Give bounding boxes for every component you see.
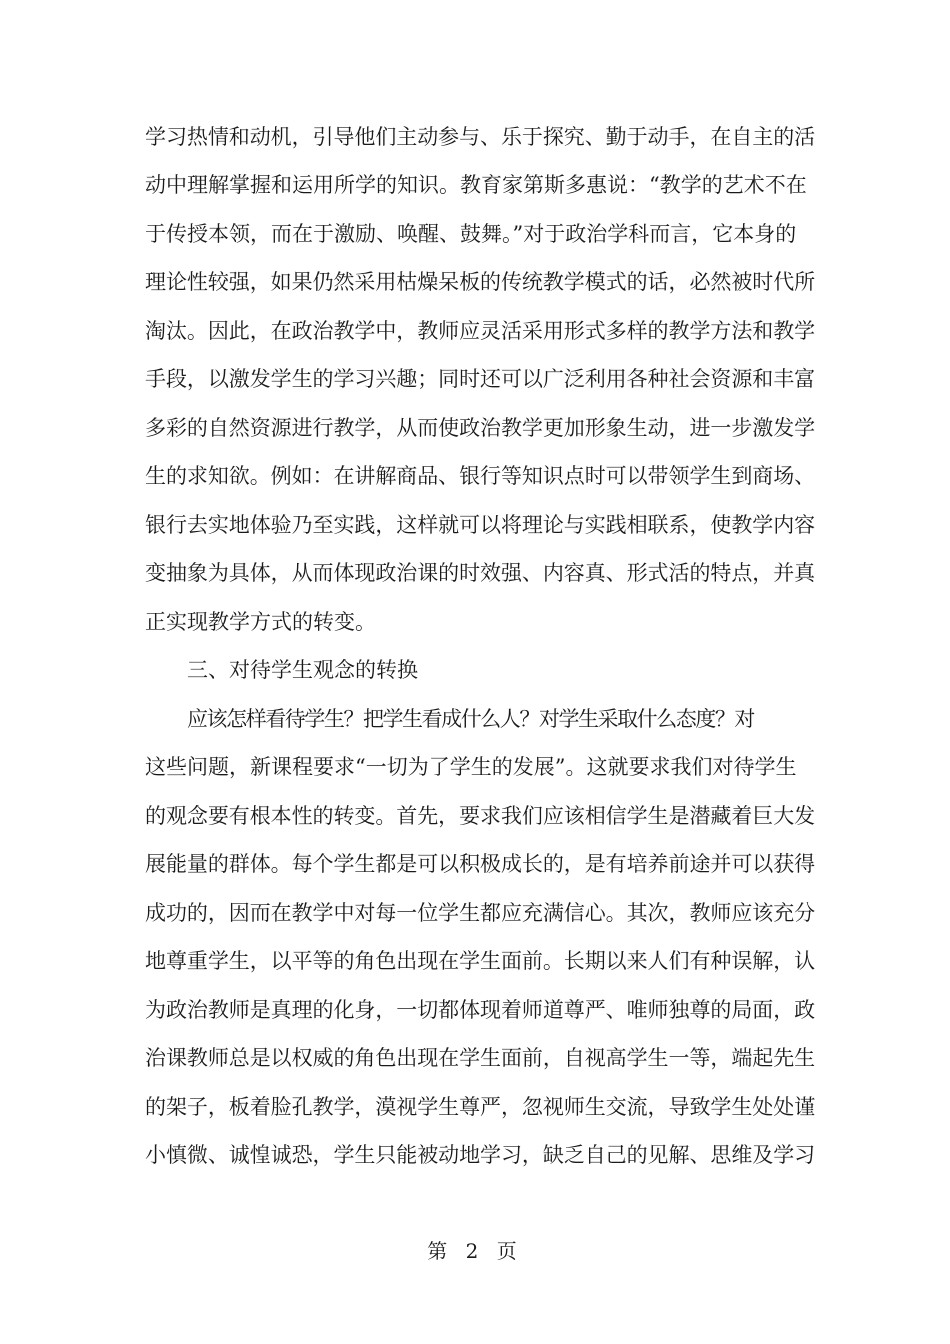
paragraph-1-line-5: 淘汰。因此，在政治教学中，教师应灵活采用形式多样的教学方法和教学 [145, 319, 816, 343]
paragraph-1-line-8: 生的求知欲。例如：在讲解商品、银行等知识点时可以带领学生到商场、 [145, 464, 816, 488]
paragraph-1-line-11: 正实现教学方式的转变。 [145, 610, 376, 634]
paragraph-2-line-5: 成功的，因而在教学中对每一位学生都应充满信心。其次，教师应该充分 [145, 901, 816, 925]
paragraph-1-line-6: 手段，以激发学生的学习兴趣；同时还可以广泛利用各种社会资源和丰富 [145, 367, 816, 391]
paragraph-2-line-3: 的观念要有根本性的转变。首先，要求我们应该相信学生是潜藏着巨大发 [145, 804, 816, 828]
paragraph-2-line-8: 治课教师总是以权威的角色出现在学生面前，自视高学生一等，端起先生 [145, 1046, 816, 1070]
paragraph-1-line-9: 银行去实地体验乃至实践，这样就可以将理论与实践相联系，使教学内容 [145, 513, 816, 537]
paragraph-1-line-10: 变抽象为具体，从而体现政治课的时效强、内容真、形式活的特点，并真 [145, 561, 816, 585]
paragraph-2-line-2: 这些问题，新课程要求“一切为了学生的发展”。这就要求我们对待学生 [145, 755, 797, 779]
paragraph-1-line-1: 学习热情和动机，引导他们主动参与、乐于探究、勤于动手，在自主的活 [145, 125, 816, 149]
section-heading: 三、对待学生观念的转换 [187, 658, 418, 682]
page-number-footer: 第 2 页 [427, 1239, 523, 1263]
paragraph-2-line-4: 展能量的群体。每个学生都是可以积极成长的，是有培养前途并可以获得 [145, 852, 816, 876]
paragraph-2-line-6: 地尊重学生，以平等的角色出现在学生面前。长期以来人们有种误解，认 [145, 949, 816, 973]
paragraph-1-line-2: 动中理解掌握和运用所学的知识。教育家第斯多惠说：“教学的艺术不在 [145, 173, 807, 197]
paragraph-2-line-1: 应该怎样看待学生？把学生看成什么人？对学生采取什么态度？对 [187, 707, 754, 731]
paragraph-2-line-10: 小慎微、诚惶诚恐，学生只能被动地学习，缺乏自己的见解、思维及学习 [145, 1143, 816, 1167]
paragraph-2-line-9: 的架子，板着脸孔教学，漠视学生尊严，忽视师生交流，导致学生处处谨 [145, 1095, 816, 1119]
paragraph-1-line-3: 于传授本领，而在于激励、唤醒、鼓舞。”对于政治学科而言，它本身的 [145, 222, 797, 246]
paragraph-1-line-4: 理论性较强，如果仍然采用枯燥呆板的传统教学模式的话，必然被时代所 [145, 270, 816, 294]
paragraph-2-line-7: 为政治教师是真理的化身，一切都体现着师道尊严、唯师独尊的局面，政 [145, 998, 816, 1022]
paragraph-1-line-7: 多彩的自然资源进行教学，从而使政治教学更加形象生动，进一步激发学 [145, 416, 816, 440]
